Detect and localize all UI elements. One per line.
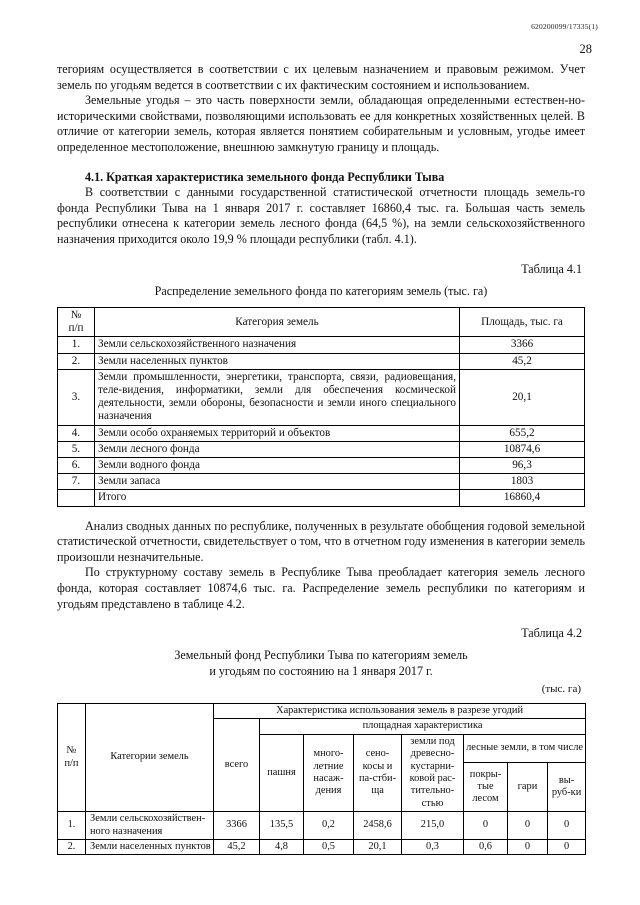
cell-burnt: 0 [508,840,548,855]
page-content [57,62,585,855]
cell-hayfields: 2458,6 [354,812,402,840]
cell-total: 45,2 [214,840,260,855]
header-num-line1: № [66,745,77,757]
cell-hayfields: 20,1 [354,840,402,855]
table-4-2-caption-line1: Земельный фонд Республики Тыва по категориям земель [174,648,468,663]
table-row [58,457,585,473]
paragraph-5: По структурному составу земель в Республике Тыва преобладает категория земель лесного фонда, которая составляет 10874,6 тыс. га. Распределение земель республики по категориям и угодьям представлено в таблице 4.2. [57,565,585,611]
cell-num: 7. [58,474,95,490]
table-total-row [58,490,585,506]
cell-category: Земли запаса [95,474,460,490]
table-header-row [58,307,585,336]
cell-area: 655,2 [460,425,585,441]
cell-num: 3. [58,369,95,425]
header-arable: пашня [260,734,304,811]
cell-total: 3366 [214,812,260,840]
cell-category: Земли лесного фонда [95,441,460,457]
header-shrub: земли под древесно-кустарни-ковой рас-тительно-стью [402,734,464,811]
table-row [58,840,586,855]
header-perennial: много-летние насаж-дения [304,734,354,811]
header-cuttings: вы-руб-ки [548,763,586,812]
cell-arable: 135,5 [260,812,304,840]
table-4-2-caption-line2: и угодьям по состоянию на 1 января 2017 г. [209,663,433,678]
cell-area: 3366 [460,337,585,353]
cell-category: Земли сельскохозяйственного назначения [95,337,460,353]
cell-burnt: 0 [508,812,548,840]
table-row [58,369,585,425]
paragraph-1: тегориям осуществляется в соответствии с их целевым назначением и правовым режимом. Учет земель по угодьям ведется в соответствии с их фактическим состоянием и использованием. [57,62,585,92]
cell-shrub: 0,3 [402,840,464,855]
header-total: всего [214,719,260,812]
header-burnt: гари [508,763,548,812]
table-4-1-body [58,337,585,506]
table-4-2-caption [57,648,585,679]
header-num-line2: п/п [64,757,79,769]
header-category: Категории земель [86,703,214,811]
cell-forest-covered: 0,6 [464,840,508,855]
table-4-1-caption: Распределение земельного фонда по категориям земель (тыс. га) [154,283,488,298]
cell-num [58,490,95,506]
cell-shrub: 215,0 [402,812,464,840]
cell-area: 45,2 [460,353,585,369]
table-row [58,425,585,441]
cell-category: Земли промышленности, энергетики, транспорта, связи, радиовещания, теле-видения, информатики, земли для обеспечения космической деятельности, земли обороны, безопасности и земли иного специального назначения [95,369,460,425]
cell-category: Земли населенных пунктов [86,840,214,855]
header-hayfields: сено-косы и па-стби-ща [354,734,402,811]
paragraph-3: В соответствии с данными государственной статистической отчетности площадь земель-го фонда Республики Тыва на 1 января 2017 г. составляет 16860,4 тыс. га. Большая часть земель республики отнесена к категории земель лесного фонда (64,5 %), на земли сельскохозяйственного назначения приходится около 19,9 % площади республики (табл. 4.1). [57,185,585,246]
cell-perennial: 0,2 [304,812,354,840]
cell-category: Земли водного фонда [95,457,460,473]
table-4-1-label: Таблица 4.1 [521,261,582,276]
table-4-2-header-row-1 [58,703,586,718]
page-number: 28 [579,42,592,56]
table-row [58,474,585,490]
header-category: Категория земель [95,307,460,336]
table-4-2 [57,703,586,855]
section-heading-4-1: 4.1. Краткая характеристика земельного фонда Республики Тыва [85,169,445,184]
cell-num: 6. [58,457,95,473]
cell-num: 5. [58,441,95,457]
table-row [58,812,586,840]
cell-area: 1803 [460,474,585,490]
header-num-line2: п/п [68,322,84,335]
header-num [58,703,86,811]
table-4-2-label: Таблица 4.2 [521,626,582,641]
cell-num: 1. [58,812,86,840]
cell-num: 4. [58,425,95,441]
cell-num: 2. [58,840,86,855]
cell-category: Земли населенных пунктов [95,353,460,369]
table-row [58,353,585,369]
header-usage-group: Характеристика использования земель в разрезе угодий [214,703,586,718]
cell-num: 1. [58,337,95,353]
table-4-2-body [58,812,586,855]
paragraph-4: Анализ сводных данных по республике, полученных в результате обобщения годовой земельной статистической отчетности, свидетельствует о том, что в отчетном году изменения в категории земель произошли незначительные. [57,518,585,564]
table-row [58,337,585,353]
header-area-group: площадная характеристика [260,719,586,734]
header-forest-group: лесные земли, в том числе [464,734,586,762]
cell-category: Земли особо охраняемых территорий и объектов [95,425,460,441]
cell-cuttings: 0 [548,812,586,840]
table-row [58,441,585,457]
cell-perennial: 0,5 [304,840,354,855]
cell-forest-covered: 0 [464,812,508,840]
cell-area: 96,3 [460,457,585,473]
cell-cuttings: 0 [548,840,586,855]
header-area: Площадь, тыс. га [460,307,585,336]
cell-area: 20,1 [460,369,585,425]
table-4-1 [57,307,585,507]
cell-category: Земли сельскохозяйствен-ного назначения [86,812,214,840]
paragraph-2: Земельные угодья – это часть поверхности земли, обладающая определенными естествен-но-историческими свойствами, позволяющими использовать ее для конкретных хозяйственных целей. В отличие от категории земель, которая является понятием собирательным и условным, угодье имеет определенное местоположение, внешнюю замкнутую границу и площадь. [57,93,585,154]
cell-area: 10874,6 [460,441,585,457]
cell-arable: 4,8 [260,840,304,855]
header-forest-covered: покры-тые лесом [464,763,508,812]
header-num-line1: № [70,308,82,321]
cell-area: 16860,4 [460,490,585,506]
table-4-2-units: (тыс. га) [541,682,581,695]
cell-category: Итого [95,490,460,506]
header-num [58,307,95,336]
cell-num: 2. [58,353,95,369]
document-code: 620200099/17335(1) [531,22,598,31]
